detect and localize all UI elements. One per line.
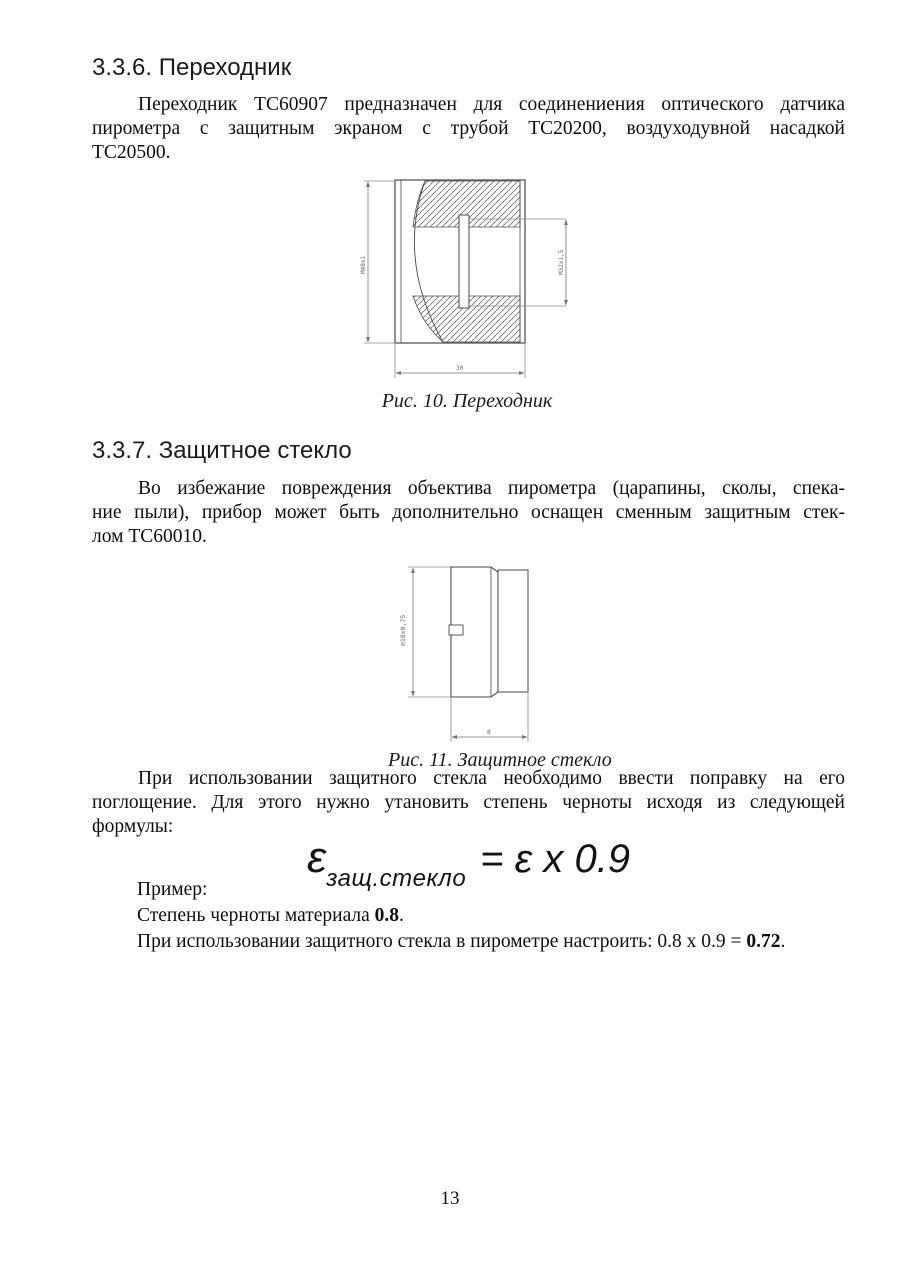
example-text: . (780, 931, 786, 952)
example-line-3 (92, 929, 845, 955)
paragraph-correction (92, 767, 845, 839)
paragraph-line: ние пыли), прибор может быть дополнительно оснащен сменным защитным стек- (92, 502, 845, 523)
figure-10 (352, 173, 582, 413)
adapter-drawing (352, 173, 582, 385)
example-block (92, 877, 845, 955)
page-number: 13 (440, 1188, 460, 1209)
paragraph-line: Переходник ТС60907 предназначен для соединениения оптического датчика (138, 94, 845, 115)
paragraph-336 (92, 93, 845, 165)
formula-subscript: защ.стекло (326, 865, 467, 892)
figure-11-caption: Рис. 11. Защитное стекло (388, 749, 612, 771)
dim-label-bottom: 8 (487, 728, 491, 736)
paragraph-line: Во избежание повреждения объектива пирометра (царапины, сколы, спека- (138, 478, 845, 499)
paragraph-line: ТС20500. (92, 142, 171, 163)
paragraph-line: лом ТС60010. (92, 526, 207, 547)
section-heading-337: 3.3.7. Защитное стекло (92, 437, 352, 464)
dim-label-right: М32х1,5 (558, 249, 565, 275)
example-bold-value: 0.72 (746, 931, 781, 952)
section-heading-336: 3.3.6. Переходник (92, 54, 292, 81)
example-line-2 (92, 903, 845, 929)
paragraph-line: При использовании защитного стекла необходимо ввести поправку на его (138, 768, 845, 789)
paragraph-337 (92, 477, 845, 549)
dim-label-bottom: 30 (456, 365, 464, 372)
example-text: При использовании защитного стекла в пирометре настроить: 0.8 х 0.9 = (137, 931, 747, 952)
figure-10-caption: Рис. 10. Переходник (381, 390, 553, 412)
example-text: . (399, 905, 404, 926)
figure-11 (388, 552, 612, 772)
example-bold-value: 0.8 (374, 905, 400, 926)
paragraph-line: поглощение. Для этого нужно утановить степень черноты исходя из следующей (92, 792, 845, 813)
dim-label-left: М40х1 (360, 255, 367, 274)
paragraph-line: формулы: (92, 816, 174, 837)
example-text: Степень черноты материала (137, 905, 375, 926)
example-title: Пример: (137, 879, 208, 900)
dim-label-left: ⌀18х0,75 (399, 614, 407, 646)
protective-glass-drawing (388, 552, 538, 745)
paragraph-line: пирометра с защитным экраном с трубой ТС20200, воздуходувной насадкой (92, 118, 845, 139)
formula-rhs: = ε х 0.9 (480, 837, 631, 881)
formula-epsilon: ε (306, 833, 327, 882)
